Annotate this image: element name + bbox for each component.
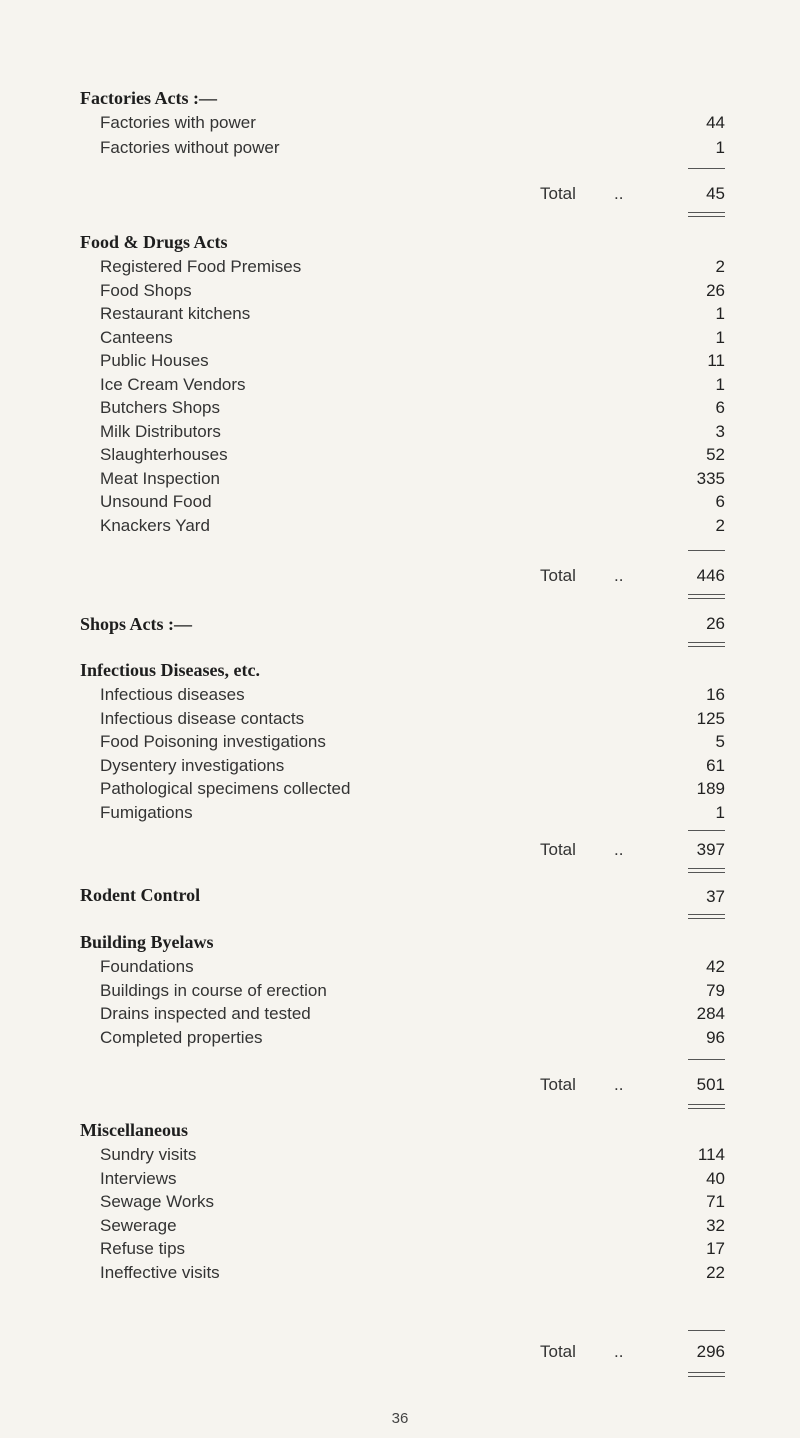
item-label: Foundations bbox=[100, 957, 194, 976]
item-value: 44 bbox=[706, 113, 725, 132]
item-value: 52 bbox=[706, 445, 725, 464]
item-value: 32 bbox=[706, 1215, 725, 1235]
total-row bbox=[540, 840, 725, 862]
list-item bbox=[100, 1239, 725, 1261]
list-item bbox=[100, 113, 725, 135]
item-value: 125 bbox=[696, 708, 725, 728]
item-value: 1 bbox=[715, 304, 725, 323]
list-item bbox=[100, 957, 725, 979]
item-label: Refuse tips bbox=[100, 1239, 186, 1258]
section-heading-misc: Miscellaneous bbox=[80, 1120, 188, 1140]
total-double-rule bbox=[688, 594, 725, 599]
total-double-rule bbox=[688, 212, 725, 217]
list-item bbox=[100, 516, 725, 538]
item-value: 189 bbox=[696, 779, 725, 798]
list-item bbox=[100, 732, 725, 754]
total-label: Total bbox=[540, 1075, 576, 1094]
total-double-rule bbox=[688, 642, 725, 647]
item-value: 17 bbox=[706, 1239, 725, 1258]
item-label: Sewerage bbox=[100, 1215, 177, 1235]
item-value: 1 bbox=[715, 802, 725, 822]
item-value: 114 bbox=[697, 1145, 725, 1164]
list-item bbox=[100, 328, 725, 350]
total-value: 501 bbox=[696, 1075, 725, 1094]
item-value: 11 bbox=[707, 351, 725, 370]
list-item bbox=[100, 803, 725, 825]
list-item bbox=[100, 1004, 725, 1026]
item-label: Milk Distributors bbox=[100, 421, 221, 441]
item-label: Interviews bbox=[100, 1168, 177, 1188]
item-label: Sewage Works bbox=[100, 1192, 215, 1211]
total-value: 397 bbox=[696, 840, 725, 859]
item-value: 5 bbox=[715, 732, 725, 751]
item-value: 16 bbox=[706, 685, 725, 704]
item-value: 42 bbox=[706, 957, 725, 976]
total-value: 296 bbox=[696, 1342, 725, 1361]
section-heading-infectious: Infectious Diseases, etc. bbox=[80, 660, 260, 680]
item-label: Pathological specimens collected bbox=[100, 779, 351, 798]
item-label: Public Houses bbox=[100, 351, 209, 370]
item-value: 335 bbox=[696, 468, 725, 488]
item-label: Slaughterhouses bbox=[100, 445, 228, 464]
item-label: Unsound Food bbox=[100, 492, 212, 511]
item-label: Sundry visits bbox=[100, 1145, 197, 1164]
list-item bbox=[100, 756, 725, 778]
item-value: 26 bbox=[706, 280, 725, 300]
section-heading-building: Building Byelaws bbox=[80, 932, 214, 952]
list-item bbox=[100, 304, 725, 326]
item-value: 6 bbox=[715, 492, 725, 511]
item-value: 71 bbox=[706, 1192, 725, 1211]
rodent-row bbox=[100, 887, 725, 909]
total-label: Total bbox=[540, 184, 576, 203]
item-value: 1 bbox=[715, 138, 725, 157]
list-item bbox=[100, 445, 725, 467]
total-double-rule bbox=[688, 1104, 725, 1109]
item-label: Restaurant kitchens bbox=[100, 304, 251, 323]
shops-row bbox=[100, 614, 725, 636]
item-value: 1 bbox=[715, 374, 725, 394]
item-value: 2 bbox=[715, 515, 725, 535]
item-value: 61 bbox=[706, 755, 725, 775]
item-value: 3 bbox=[715, 421, 725, 441]
shops-value: 26 bbox=[706, 614, 725, 633]
section-heading-rodent: Rodent Control bbox=[80, 885, 201, 905]
list-item bbox=[100, 398, 725, 420]
item-value: 40 bbox=[706, 1168, 725, 1188]
item-label: Factories without power bbox=[100, 138, 280, 157]
item-label: Knackers Yard bbox=[100, 515, 210, 535]
item-value: 96 bbox=[706, 1027, 725, 1047]
list-item bbox=[100, 1145, 725, 1167]
total-row bbox=[540, 566, 725, 588]
total-label: Total bbox=[540, 840, 576, 859]
item-label: Fumigations bbox=[100, 802, 193, 822]
section-heading-shops: Shops Acts :— bbox=[80, 614, 193, 634]
item-label: Ice Cream Vendors bbox=[100, 374, 246, 394]
list-item bbox=[100, 469, 725, 491]
item-label: Factories with power bbox=[100, 113, 256, 132]
leader-dots: .. bbox=[614, 1342, 624, 1361]
total-double-rule bbox=[688, 868, 725, 873]
subtotal-rule bbox=[688, 830, 725, 831]
list-item bbox=[100, 281, 725, 303]
item-value: 1 bbox=[715, 327, 725, 347]
item-value: 79 bbox=[706, 980, 725, 1000]
list-item bbox=[100, 1263, 725, 1285]
total-row bbox=[540, 184, 725, 206]
section-heading-factories: Factories Acts :— bbox=[80, 88, 217, 108]
item-value: 6 bbox=[715, 398, 725, 417]
leader-dots: .. bbox=[614, 1075, 624, 1094]
item-label: Infectious disease contacts bbox=[100, 708, 305, 728]
page-number: 36 bbox=[391, 1410, 409, 1427]
item-label: Dysentery investigations bbox=[100, 755, 285, 775]
list-item bbox=[100, 375, 725, 397]
section-heading-food: Food & Drugs Acts bbox=[80, 232, 228, 252]
item-label: Butchers Shops bbox=[100, 398, 221, 417]
rodent-value: 37 bbox=[706, 887, 725, 906]
list-item bbox=[100, 1192, 725, 1214]
leader-dots: .. bbox=[614, 840, 624, 859]
item-label: Registered Food Premises bbox=[100, 257, 302, 276]
item-label: Meat Inspection bbox=[100, 468, 221, 488]
item-value: 284 bbox=[696, 1004, 725, 1023]
list-item bbox=[100, 685, 725, 707]
list-item bbox=[100, 981, 725, 1003]
subtotal-rule bbox=[688, 1330, 725, 1331]
list-item bbox=[100, 709, 725, 731]
total-value: 446 bbox=[696, 566, 725, 585]
leader-dots: .. bbox=[614, 184, 624, 203]
total-value: 45 bbox=[706, 184, 725, 203]
item-value: 2 bbox=[715, 257, 725, 276]
item-value: 22 bbox=[706, 1262, 725, 1282]
list-item bbox=[100, 138, 725, 160]
list-item bbox=[100, 779, 725, 801]
list-item bbox=[100, 1028, 725, 1050]
list-item bbox=[100, 1216, 725, 1238]
leader-dots: .. bbox=[614, 566, 624, 585]
total-double-rule bbox=[688, 914, 725, 919]
total-double-rule bbox=[688, 1372, 725, 1377]
total-row bbox=[540, 1075, 725, 1097]
item-label: Completed properties bbox=[100, 1027, 263, 1047]
item-label: Ineffective visits bbox=[100, 1262, 220, 1282]
list-item bbox=[100, 1169, 725, 1191]
total-label: Total bbox=[540, 1342, 576, 1361]
total-label: Total bbox=[540, 566, 576, 585]
list-item bbox=[100, 422, 725, 444]
subtotal-rule bbox=[688, 1059, 725, 1060]
item-label: Drains inspected and tested bbox=[100, 1004, 311, 1023]
item-label: Canteens bbox=[100, 327, 173, 347]
list-item bbox=[100, 492, 725, 514]
subtotal-rule bbox=[688, 168, 725, 169]
subtotal-rule bbox=[688, 550, 725, 551]
item-label: Infectious diseases bbox=[100, 685, 245, 704]
list-item bbox=[100, 257, 725, 279]
item-label: Food Shops bbox=[100, 280, 192, 300]
total-row bbox=[540, 1342, 725, 1364]
item-label: Food Poisoning investigations bbox=[100, 732, 326, 751]
list-item bbox=[100, 351, 725, 373]
item-label: Buildings in course of erection bbox=[100, 980, 327, 1000]
